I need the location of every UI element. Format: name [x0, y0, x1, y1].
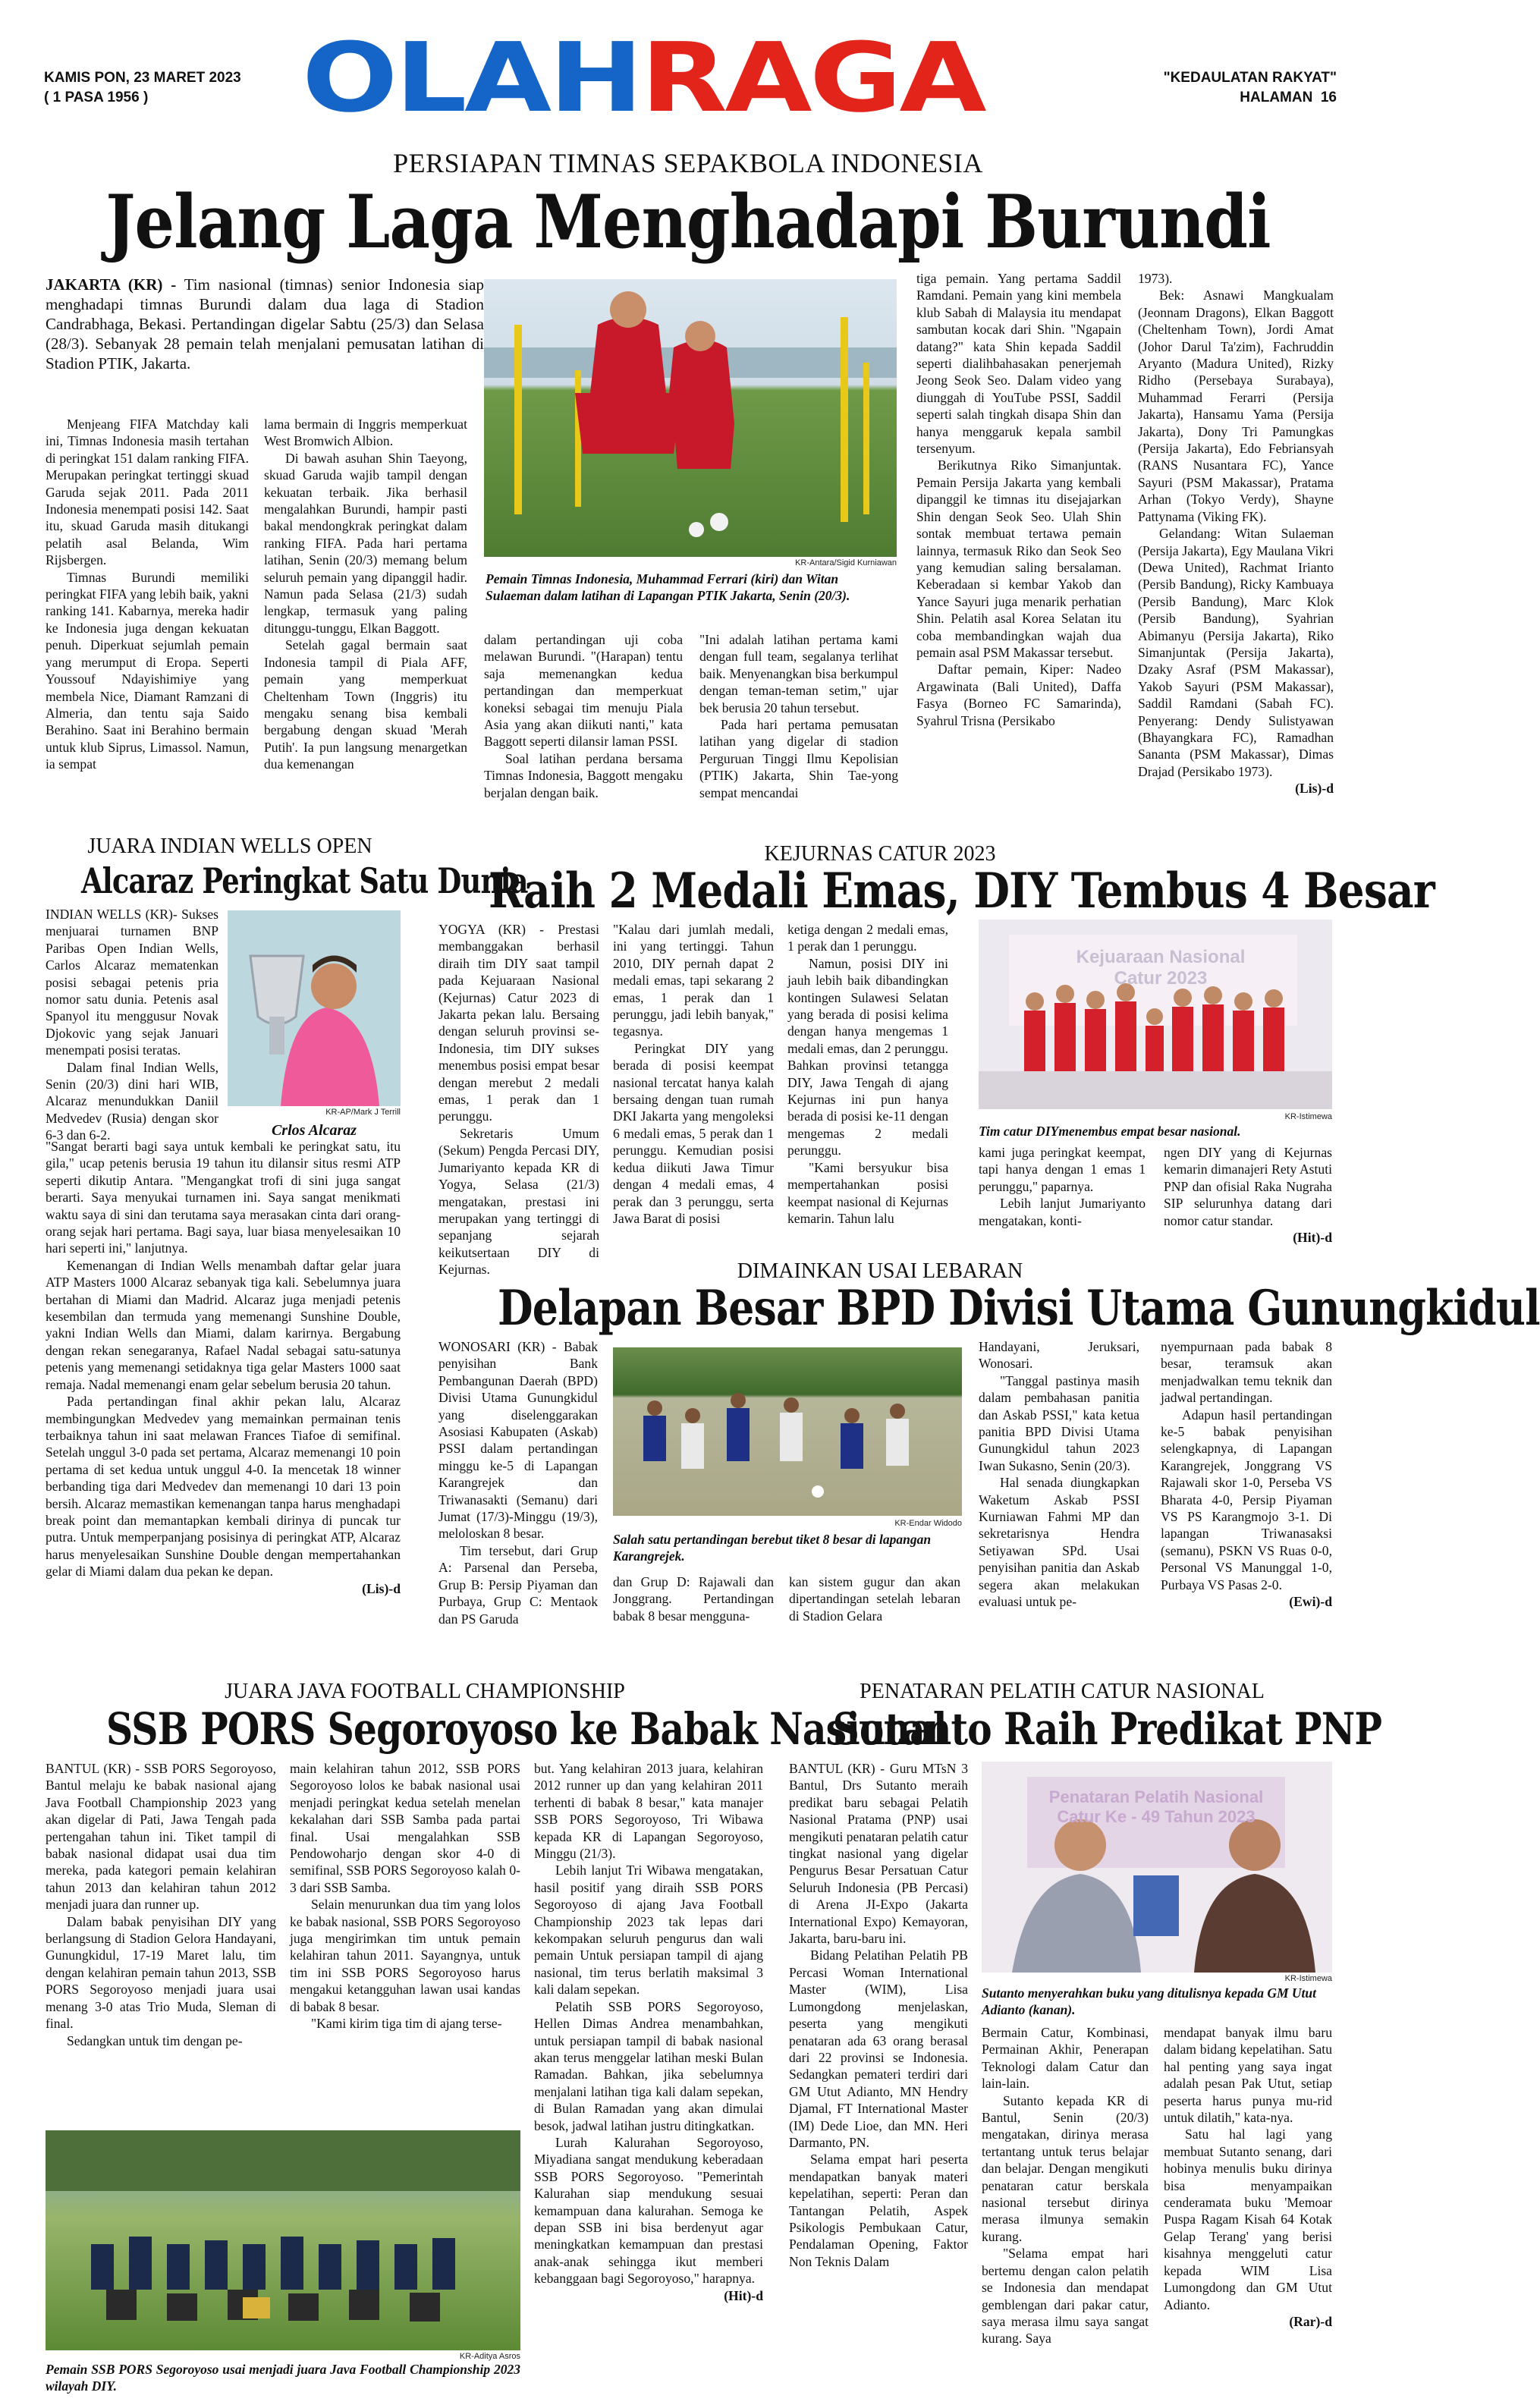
paragraph: "Ini adalah latihan pertama kami dengan full team, segalanya terlihat baik. Menyenangkan bisa berkumpul dengan teman-teman setim," ujar bek berusia 20 tahun tersebut. [699, 632, 898, 715]
football-illustration [613, 1347, 962, 1516]
article-column [1164, 2024, 1332, 2330]
paragraph: kan sistem gugur dan akan dipertandingan setelah lebaran di Stadion Gelara [789, 1574, 960, 1624]
paragraph: Peringkat DIY yang berada di posisi keempat nasional tercatat hanya kalah bersaing dengan tuan rumah DKI Jakarta yang mengoleksi 6 medali emas, 5 perak dan 1 perunggu. Kemudian posisi kedua diikuti Jawa Timur dengan 4 medali emas, 4 perak dan 3 perunggu, serta Jawa Barat di posisi [613, 1040, 774, 1226]
timnas-training-photo [484, 279, 897, 557]
article-column [46, 906, 218, 1144]
article-column [264, 416, 467, 773]
paragraph: Setelah gagal bermain saat Indonesia tampil di Piala AFF, pemain yang memperkuat Cheltenham Town (Inggris) itu mengaku senang bisa kembali bergabung dengan skuad 'Merah Putih'. Ia pun langsung menargetkan dua kemenangan [264, 637, 467, 772]
paragraph: Lebih lanjut Tri Wibawa mengatakan, hasil positif yang diraih SSB PORS Segoroyoso di ajang Java Football Championship 2023 tak lepas dari kekompakan seluruh pengurus dan wali pemain Untuk persiapan tampil di ajang nasional, tim terus berlatih maksimal 3 kali dalam sepekan. [534, 1863, 763, 1998]
paragraph: Gelandang: Witan Sulaeman (Persija Jakarta), Egy Maulana Vikri (Dewa United), Rachmat Irianto (Persib Bandung), Ricky Kambuaya (Persib Bandung), Marc Klok (Persib Bandung), Syahrian Abimanyu (Persija Jakarta), Riko Simanjuntak (Persija Jakarta), Dzaky Asraf (PSM Makassar), Yakob Sayuri (PSM Makassar), Saddil Ramdani (Sabah FC). Penyerang: Dendy Sulistyawan (Bhayangkara FC), Ramadhan Sananta (PSM Makassar), Dimas Drajad (Persikabo 1973). [1138, 526, 1334, 779]
photo-caption: Pemain SSB PORS Segoroyoso usai menjadi juara Java Football Championship 2023 wilayah DIY. [46, 2362, 520, 2394]
article-headline: Raih 2 Medali Emas, DIY Tembus 4 Besar [489, 863, 1435, 920]
paragraph: Pelatih SSB PORS Segoroyoso, Hellen Dimas Andrea menambahkan, untuk persiapan tampil di babak nasional akan terus menggelar latihan meski Bulan Ramadan. Bahkan, jika sebelumnya menjalani latihan tiga kali dalam sepekan, di Bulan Ramadan yang akan dimulai besok, jadwal latihan justru ditingkatkan. [534, 1998, 763, 2133]
paragraph: dalam pertandingan uji coba melawan Burundi. "(Harapan) tentu saja memenangkan kedua pertandingan dan memperkuat koneksi sebagai tim menuju Piala Asia yang akan diikuti nanti," kata Baggott seperti dilansir laman PSSI. [484, 632, 683, 750]
paragraph: ngen DIY yang di Kejurnas kemarin dimanajeri Rety Astuti PNP dan ofisial Raka Nugraha SIP selurunhya datang dari nomor catur standar. [1164, 1145, 1332, 1228]
paragraph: Soal latihan perdana bersama Timnas Indonesia, Baggott mengaku berjalan dengan baik. [484, 750, 683, 800]
logo-part-olah: OLAH [302, 22, 641, 134]
paragraph: Selama empat hari peserta mendapatkan banyak materi kepelatihan, seperti: Peran dan Tantangan Pelatih, Aspek Psikologis Pembukaan Catur, Pendalaman Opening, Faktor Non Teknis Dalam [789, 2152, 968, 2269]
paragraph: main kelahiran tahun 2012, SSB PORS Segoroyoso lolos ke babak nasional usai menjadi peringkat kedua setelah menelan kekalahan dari SSB Samba pada partai final. Usai mengalahkan SSB Pendowoharjo dengan skor 4-0 di semifinal, SSB PORS Segoroyoso kalah 0-3 dari SSB Samba. [290, 1761, 520, 1895]
logo-part-raga: RAGA [640, 22, 984, 134]
paragraph: Dalam final Indian Wells, Senin (20/3) dini hari WIB, Alcaraz menundukkan Daniil Medvedev (Rusia) dengan skor 6-3 dan 6-2. [46, 1059, 218, 1143]
football-match-photo [613, 1347, 962, 1516]
article-kicker: DIMAINKAN USAI LEBARAN [737, 1259, 1023, 1283]
photo-credit: KR-Antara/Sigid Kurniawan [795, 558, 897, 567]
photo-caption: Salah satu pertandingan berebut tiket 8 besar di lapangan Karangrejek. [613, 1532, 932, 1564]
photo-credit: KR-Istimewa [1284, 1112, 1332, 1121]
article-column [787, 921, 948, 1227]
paragraph: "Tanggal pastinya masih dalam pembahasan panitia dan Askab PSSI," kata ketua panitia BPD Divisi Utama Gunungkidul tahun 2023 Iwan Sukasno, Senin (20/3). [979, 1372, 1139, 1473]
article-column [916, 270, 1121, 729]
author-signature: (Ewi)-d [1289, 1594, 1332, 1610]
paragraph: Sutanto kepada KR di Bantul, Senin (20/3) mengatakan, dirinya merasa tertantang untuk terus belajar dan belajar. Dengan mengikuti penataran catur berskala nasional tersebut dirinya merasa ilmunya semakin kurang. [982, 2092, 1149, 2244]
chess-team-photo [979, 920, 1332, 1109]
photo-credit: KR-Istimewa [1284, 1974, 1332, 1983]
article-column [484, 631, 683, 801]
paragraph: "Kalau dari jumlah medali, ini yang tertinggi. Tahun 2010, DIY pernah dapat 2 medali emas, tapi sekarang 2 emas, 1 perak dan 1 perunggu, jadi lebih banyak," tegasnya. [613, 922, 774, 1039]
article-column [613, 1573, 774, 1624]
dateline: JAKARTA (KR) - [46, 275, 177, 294]
article-column [290, 1760, 520, 2032]
paragraph: "Kami kirim tiga tim di ajang terse- [311, 2016, 502, 2032]
ssb-team-photo [46, 2130, 520, 2350]
author-signature: (Lis)-d [362, 1580, 401, 1596]
article-lead [46, 275, 484, 373]
paragraph: Namun, posisi DIY ini jauh lebih baik dibandingkan kontingen Sulawesi Selatan yang berada di posisi kelima dengan hanya mengemas 1 medali emas, dan 2 perunggu. Bahkan provinsi tetangga DIY, Jawa Tengah di ajang Kejurnas ini pun hanya berada di posisi ke-11 dengan mengemas 2 medali perunggu. [787, 955, 948, 1158]
article-headline: Alcaraz Peringkat Satu Dunia [81, 860, 528, 901]
paragraph: Daftar pemain, Kiper: Nadeo Argawinata (Bali United), Daffa Fasya (Borneo FC Samarinda), Syahrul Trisna (Persikabo [916, 662, 1121, 728]
paragraph: nyempurnaan pada babak 8 besar, teramsuk akan menjadwalkan temu teknik dan jadwal pertandingan. [1161, 1339, 1332, 1406]
article-kicker: KEJURNAS CATUR 2023 [764, 842, 996, 866]
paragraph: ketiga dengan 2 medali emas, 1 perak dan 1 perunggu. [787, 922, 948, 954]
paragraph: Bek: Asnawi Mangkualam (Jeonnam Dragons), Elkan Baggott (Cheltenham Town), Jordi Amat (Johor Darul Ta'zim), Fachruddin Aryanto (Madura United), Rizky Ridho (Persebaya Surabaya), Muhammad Ferarri (Persija Jakarta), Hansamu Yama (Persija Jakarta), Dony Tri Pamungkas (Persija Jakarta), Edo Febriansyah (RANS Nusantara FC), Yance Sayuri (PSM Makassar), Pratama Arhan (Tokyo Verdy), Shayne Pattynama (Viking FK). [1138, 288, 1334, 524]
paragraph: Lurah Kalurahan Segoroyoso, Miyadiana sangat mendukung keberadaan SSB PORS Segoroyoso. "Pemerintah Kalurahan siap mendukung sesuai kemampuan dana kalurahan. Semoga ke depan SSB ini bisa berdenyut agar meningkatkan kemampuan dan prestasi anak-anak sehingga ikut memberi kebanggaan bagi Segoroyoso," harapnya. [534, 2134, 763, 2287]
paragraph: BANTUL (KR) - SSB PORS Segoroyoso, Bantul melaju ke babak nasional ajang Java Football Championship 2023 yang akan digelar di Pati, Jawa Tengah pada pertengahan tahun ini. Tiket tampil di babak nasional didapat usai dua tim mereka, pada kategori pemain kelahiran tahun 2013 dan kelahiran tahun 2012 menjadi juara dan runner up. [46, 1761, 276, 1913]
paragraph: Bidang Pelatihan Pelatih PB Percasi Woman International Master (WIM), Lisa Lumongdong menjelaskan, peserta yang mengikuti penataran ada 63 orang berasal dari 22 provinsi se Indonesia. Sedangkan pemateri terdiri dari GM Utut Adianto, MN Hendry Djamal, FT International Master (IM) Dede Lioe, dan MN. Heri Darmanto, PN. [789, 1947, 968, 2150]
paragraph: INDIAN WELLS (KR)- Sukses menjuarai turnamen BNP Paribas Open Indian Wells, Carlos Alcaraz mematenkan posisi sebagai petenis pria nomor satu dunia. Petenis asal Spanyol itu menggusur Novak Djokovic yang sejak Januari menempati posisi teratas. [46, 907, 218, 1058]
article-column [789, 1573, 960, 1624]
article-kicker: PENATARAN PELATIH CATUR NASIONAL [860, 1680, 1265, 1703]
training-illustration [484, 279, 897, 557]
article-column [46, 1760, 276, 2049]
article-kicker: JUARA JAVA FOOTBALL CHAMPIONSHIP [225, 1680, 625, 1703]
article-column [46, 1138, 401, 1597]
photo-banner-text: Penataran Pelatih Nasional Catur Ke - 49 Tahun 2023 [1048, 1787, 1264, 1826]
paragraph: Pada pertandingan final akhir pekan lalu, Alcaraz membingungkan Medvedev yang memainkan permainan tenis terbaiknya tahun ini saat melawan Frances Tiafoe di semifinal. Setelah unggul 3-0 pada set pertama, Alcaraz memenangi 10 poin pertama di set kedua untuk unggul 4-0. Ia mencetak 18 winner berbanding tiga dari Medvedev dan memenangi 10 dari 13 poin bersih. Alcaraz memastikan kemenangan tanpa harus menghadapi break point dan memantapkan kembali dirinya di puncak tur putra. Untuk memperpanjang posisinya di peringkat ATP, Alcaraz harus menyelesaikan Sunshine Double dengan mempertahankan gelar di Miami dalam dua pekan ke depan. [46, 1394, 401, 1580]
alcaraz-trophy-photo [228, 910, 401, 1106]
paragraph: WONOSARI (KR) - Babak penyisihan Bank Pembangunan Daerah (BPD) Divisi Utama Gunungkidul yang diselenggarakan Asosiasi Kabupaten (Askab) PSSI dalam pertandingan minggu ke-5 di Lapangan Karangrejek dan Triwanasakti (Semanu) dari Jumat (17/3)-Minggu (19/3), meloloskan 8 besar. [438, 1339, 598, 1542]
paragraph: mendapat banyak ilmu baru dalam bidang kepelatihan. Satu hal penting yang saya ingat adalah pesan Pak Utut, setiap peserta harus punya mu-rid untuk dilatih," kata-nya. [1164, 2025, 1332, 2126]
article-column [982, 2024, 1149, 2347]
author-signature: (Hit)-d [1293, 1230, 1332, 1246]
photo-caption: Sutanto menyerahkan buku yang ditulisnya kepada GM Utut Adianto (kanan). [982, 1985, 1316, 2017]
author-signature: (Lis)-d [1295, 781, 1334, 797]
paragraph: BANTUL (KR) - Guru MTsN 3 Bantul, Drs Sutanto meraih predikat baru sebagai Pelatih Nasional Pratama (PNP) usai mengikuti penataran pelatih catur tingkat nasional yang digelar Pengurus Besar Persatuan Catur Seluruh Indonesia (PB Percasi) di Arena JI-Expo (Jakarta International Expo) Kemayoran, Jakarta, baru-baru ini. [789, 1761, 968, 1947]
masthead [0, 0, 1376, 137]
article-column [979, 1144, 1146, 1229]
article-column [438, 1338, 598, 1627]
paragraph: Timnas Burundi memiliki peringkat FIFA yang lebih baik, yakni ranking 141. Kabarnya, mereka hadir ke Indonesia juga dengan kekuatan penuh. Diperkuat sejumlah pemain yang merumput di Eropa. Seperti Youssouf Ndayishimiye yang membela Nice, Diamant Ramzani di Almeria, dan tentu saja Saido Berahino. Saat ini Berahino bermain untuk klub Siprus, Limassol. Namun, ia sempat [46, 569, 249, 772]
paragraph: Lebih lanjut Jumariyanto mengatakan, konti- [979, 1196, 1146, 1228]
author-signature: (Rar)-d [1289, 2313, 1332, 2329]
paragraph: Kemenangan di Indian Wells menambah daftar gelar juara ATP Masters 1000 Alcaraz sebanyak tiga kali. Sebelumnya juara bertahan di Miami dan Madrid. Alcaraz juga menjadi petenis kesembilan dan termuda yang memenangi Sunshine Double, yakni Indian Wells dan Miami, dalam karirnya. Bergabung dengan rekan senegaranya, Rafael Nadal sebagai satu-satunya petenis yang memenangi setidaknya tiga gelar Masters 1000 saat remaja. Nadal memenangi enam gelar sebelum berusia 20 tahun. [46, 1257, 401, 1392]
issue-date: KAMIS PON, 23 MARET 2023 [44, 70, 241, 86]
photo-caption: Tim catur DIYmenembus empat besar nasional. [979, 1124, 1241, 1139]
photo-caption: Pemain Timnas Indonesia, Muhammad Ferrari (kiri) dan Witan Sulaeman dalam latihan di Lapangan PTIK Jakarta, Senin (20/3). [486, 571, 850, 603]
paragraph: lama bermain di Inggris memperkuat West Bromwich Albion. [264, 417, 467, 449]
paragraph: YOGYA (KR) - Prestasi membanggakan berhasil diraih tim DIY saat tampil pada Kejuaraan Nasional (Kejurnas) Catur 2023 di Jakarta pekan lalu. Bersaing dengan seluruh provinsi se-Indonesia, tim DIY sukses menembus posisi empat besar dengan merebut 2 medali emas, 1 perak dan 1 perunggu. [438, 922, 599, 1124]
article-column [979, 1338, 1139, 1611]
paragraph: Satu hal lagi yang membuat Sutanto senang, dari hobinya menulis buku dirinya bisa menyampaikan cenderamata buku 'Memoar Puspa Ragam Kisah 64 Kotak Gelap Terang' yang berisi kisahnya menggeluti catur kepada WIM Lisa Lumongdong dan GM Utut Adianto. [1164, 2127, 1332, 2312]
lead-text: Tim nasional (timnas) senior Indonesia siap menghadapi timnas Burundi dalam dua laga di Stadion Candrabhaga, Bekasi. Pertandingan digelar Sabtu (25/3) dan Selasa (28/3). Sebanyak 28 pemain telah menjalani pemusatan latihan di Stadion PTIK, Jakarta. [46, 275, 484, 373]
paragraph: kami juga peringkat keempat, tapi hanya dengan 1 emas 1 perunggu," paparnya. [979, 1145, 1146, 1194]
paragraph: dan Grup D: Rajawali dan Jonggrang. Pertandingan babak 8 besar mengguna- [613, 1574, 774, 1624]
photo-credit: KR-Endar Widodo [894, 1519, 962, 1528]
sutanto-book-photo [982, 1762, 1332, 1973]
paragraph: Selain menurunkan dua tim yang lolos ke babak nasional, SSB PORS Segoroyoso juga mengirimkan tim untuk pemain kelahiran tahun 2011. Sayangnya, untuk tim ini SSB PORS Segoroyoso harus mengakui ketangguhan lawan usai kandas di babak 8 besar. [290, 1897, 520, 2014]
photo-credit: KR-AP/Mark J Terrill [325, 1108, 401, 1117]
article-column [534, 1760, 763, 2304]
article-column [1164, 1144, 1332, 1246]
article-column [46, 416, 249, 773]
paragraph: 1973). [1138, 271, 1173, 286]
photo-caption: Crlos Alcaraz [271, 1122, 357, 1139]
article-column [613, 921, 774, 1227]
article-headline: Jelang Laga Menghadapi Burundi [105, 179, 1271, 265]
article-headline: Sutanto Raih Predikat PNP [832, 1703, 1382, 1755]
article-column [699, 631, 898, 801]
paragraph: "Kami bersyukur bisa mempertahankan posisi keempat nasional di Kejurnas kemarin. Tahun lalu [787, 1159, 948, 1226]
alcaraz-illustration [228, 910, 401, 1106]
article-headline: SSB PORS Segoroyoso ke Babak Nasional [106, 1703, 947, 1755]
paragraph: Hal senada diungkapkan Waketum Askab PSSI Kurniawan Fahmi MP dan sekretarisnya Hendra Setiyawan SPd. Usai penyisihan panitia dan Askab segera akan melakukan evaluasi untuk pe- [979, 1475, 1139, 1610]
paragraph: tiga pemain. Yang pertama Saddil Ramdani. Pemain yang kini membela klub Sabah di Malaysia itu mendapat sambutan kocak dari Shin. "Ngapain datang?" kata Shin kepada Saddil seperti dialihbahasakan penerjemah Jeong Seok Seo. Dalam video yang diunggah di YouTube PSSI, Saddil seperti salah tingkah disapa Shin dan hanya menggaruk kepala sambil tersenyum. [916, 271, 1121, 457]
paragraph: Berikutnya Riko Simanjuntak. Pemain Persija Jakarta yang kembali dipanggil ke timnas itu disejajarkan Shin dengan Seok Seo. Ulah Shin sontak membuat tertawa pemain lainnya, termasuk Riko dan Seok Seo yang kemudian saling bersalaman. Keberadaan si kembar Yakob dan Yance Sayuri juga menarik perhatian Shin. Pelatih asal Korea Selatan itu coba membandingkan wajah dua pemain asal PSM Makassar tersebut. [916, 457, 1121, 660]
section-logo [302, 22, 984, 134]
photo-banner-text: Kejuaraan Nasional Catur 2023 [1076, 947, 1246, 989]
article-column [438, 921, 599, 1278]
article-kicker: PERSIAPAN TIMNAS SEPAKBOLA INDONESIA [393, 148, 983, 178]
article-column [1161, 1338, 1332, 1611]
paragraph: Di bawah asuhan Shin Taeyong, skuad Garuda wajib tampil dengan kekuatan terbaik. Jika berhasil mengalahkan Burundi, hampir pasti bakal mendongkrak peringkat dalam ranking FIFA. Pada hari pertama latihan, Senin (20/3) memang belum seluruh pemain yang dipanggil hadir. Namun pada Selasa (21/3) sudah lengkap, termasuk yang paling ditunggu-tunggu, Elkan Baggott. [264, 450, 467, 636]
paragraph: Bermain Catur, Kombinasi, Permainan Akhir, Penerapan Teknologi dalam Catur dan lain-lain. [982, 2025, 1149, 2092]
article-column [1138, 270, 1334, 797]
paragraph: Sedangkan untuk tim dengan pe- [67, 2032, 243, 2048]
paragraph: Menjeang FIFA Matchday kali ini, Timnas Indonesia masih tertahan di peringkat 151 dalam ranking FIFA. Merupakan peringkat tertinggi skuad Garuda sejak 2011. Pada 2011 Indonesia menempati posisi 142. Saat itu, skuad Garuda masih ditukangi pelatih asal Belanda, Wim Rijsbergen. [46, 417, 249, 568]
photo-credit: KR-Aditya Asros [459, 2352, 520, 2361]
paragraph: Handayani, Jeruksari, Wonosari. [979, 1339, 1139, 1372]
article-kicker: JUARA INDIAN WELLS OPEN [87, 835, 372, 858]
paragraph: Dalam babak penyisihan DIY yang berlangsung di Stadion Gelora Handayani, Gunungkidul, 17-19 Maret lalu, tim dengan kelahiran pemain tahun 2013, SSB PORS Segoroyoso menjadi juara usai menang 3-0 atas Trio Muda, Sleman di final. [46, 1913, 276, 2032]
paragraph: Tim tersebut, dari Grup A: Parsenal dan Perseba, Grup B: Persip Piyaman dan Purbaya, Grup C: Mentaok dan PS Garuda [438, 1542, 598, 1627]
paragraph: Adapun hasil pertandingan ke-5 babak penyisihan selengkapnya, di Lapangan Karangrejek, Jonggrang VS Rajawali skor 1-0, Perseba VS Bharata 4-0, Persip Piyaman VS PS Karangmojo 3-1. Di lapangan Triwanasaksi (semanu), PSKN VS Ruas 0-0, Personal VS Manunggal 1-0, Purbaya VS Pasas 2-0. [1161, 1407, 1332, 1592]
author-signature: (Hit)-d [724, 2287, 763, 2303]
pasa-date: ( 1 PASA 1956 ) [44, 90, 149, 105]
ssb-team-illustration [46, 2130, 520, 2350]
paragraph: "Selama empat hari bertemu dengan calon pelatih se Indonesia dan mendapat gemblengan dari pakar catur, saya merasa ilmu saya sangat kurang. Saya [982, 2246, 1149, 2347]
paragraph: "Sangat berarti bagi saya untuk kembali ke peringkat satu, itu gila," ucap petenis berusia 19 tahun itu dilansir situs resmi ATP seperti dikutip Antara. "Mengangkat trofi di sini juga sangat berarti. Saya menyukai turnamen ini. Saya sangat menikmati waktu saya di sini dan terutama saya merasakan cinta dari orang-orang sejak hari pertama. Bagi saya, luar biasa menyelesaikan 10 hari seperti ini," lanjutnya. [46, 1139, 401, 1256]
paper-name: "KEDAULATAN RAKYAT" [1163, 70, 1337, 86]
paragraph: but. Yang kelahiran 2013 juara, kelahiran 2012 runner up dan yang kelahiran 2011 terhenti di babak 8 besar," kata manajer SSB PORS Segoroyoso, Tri Wibawa kepada KR di Lapangan Segoroyoso, Minggu (21/3). [534, 1761, 763, 1862]
article-headline: Delapan Besar BPD Divisi Utama Gunungkidul [498, 1280, 1540, 1337]
paragraph: Pada hari pertama pemusatan latihan yang digelar di stadion Perguruan Tinggi Ilmu Kepolisian (PTIK) Jakarta, Shin Tae-yong sempat mencandai [699, 717, 898, 800]
article-column [789, 1760, 968, 2270]
page-number: HALAMAN 16 [1240, 90, 1337, 105]
paragraph: Sekretaris Umum (Sekum) Pengda Percasi DIY, Jumariyanto kepada KR di Yogya, Selasa (21/3) mengatakan, prestasi ini merupakan yang tertinggi di sepanjang sejarah keikutsertaan DIY di Kejurnas. [438, 1125, 599, 1278]
